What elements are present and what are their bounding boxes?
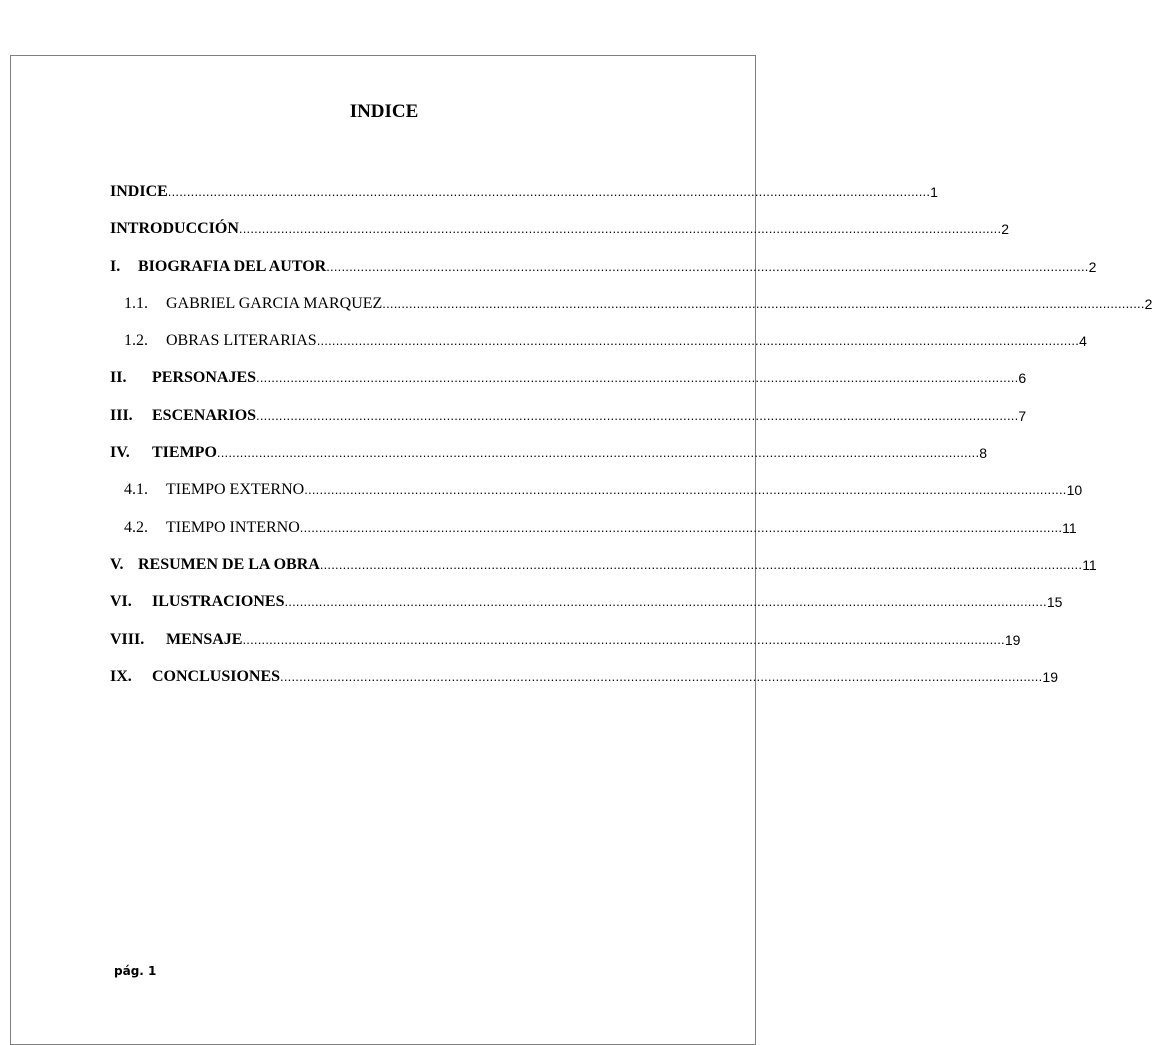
toc-entry-label: OBRAS LITERARIAS <box>166 332 317 350</box>
toc-entry-number: 4.1. <box>124 481 148 499</box>
toc-entry-label: GABRIEL GARCIA MARQUEZ <box>166 294 383 312</box>
toc-entry[interactable] <box>110 518 1077 555</box>
toc-entry-number: III. <box>110 406 133 424</box>
page-footer: pág. 1 <box>114 964 157 978</box>
toc-entry-label: MENSAJE <box>166 630 243 648</box>
toc-entry-label: ILUSTRACIONES <box>152 593 285 611</box>
toc-entry-page-number: 4 <box>1079 333 1087 350</box>
toc-entry[interactable] <box>110 667 1058 704</box>
toc-entry[interactable] <box>110 368 1027 405</box>
toc-dot-leader: ........................................................................................................................................................................................................ <box>284 594 1047 610</box>
toc-entry-label: TIEMPO INTERNO <box>166 518 300 536</box>
toc-dot-leader: ........................................................................................................................................................................................................ <box>256 370 1019 386</box>
toc-dot-leader: ........................................................................................................................................................................................................ <box>299 519 1063 535</box>
toc-entry-label: INTRODUCCIÓN <box>110 220 239 238</box>
toc-dot-leader: ........................................................................................................................................................................................................ <box>167 184 931 199</box>
toc-entry-page-number: 7 <box>1018 407 1027 424</box>
toc-dot-leader: ........................................................................................................................................................................................................ <box>242 631 1005 647</box>
toc-entry[interactable] <box>110 219 1010 256</box>
toc-entry-number: VIII. <box>110 630 145 648</box>
toc-entry[interactable] <box>110 182 938 219</box>
toc-entry-number: IV. <box>110 444 130 462</box>
toc-entry-number: II. <box>110 369 127 387</box>
toc-dot-leader: ........................................................................................................................................................................................................ <box>326 258 1089 274</box>
toc-entry-number: V. <box>110 555 124 573</box>
toc-entry[interactable] <box>110 443 988 480</box>
toc-entry-label: CONCLUSIONES <box>152 667 281 685</box>
toc-entry-label: INDICE <box>110 183 168 200</box>
toc-entry-page-number: 2 <box>1001 221 1010 238</box>
toc-entry[interactable] <box>110 555 1097 592</box>
toc-entry-number: VI. <box>110 593 132 611</box>
toc-entry-label: RESUMEN DE LA OBRA <box>138 555 320 573</box>
toc-entry-page-number: 11 <box>1082 556 1097 573</box>
toc-dot-leader: ........................................................................................................................................................................................................ <box>304 482 1067 498</box>
page-title: INDICE <box>349 101 419 122</box>
toc-entry-page-number: 2 <box>1144 295 1152 312</box>
toc-entry-number: 1.2. <box>124 332 148 350</box>
toc-entry-page-number: 1 <box>930 184 938 200</box>
toc-dot-leader: ........................................................................................................................................................................................................ <box>316 333 1080 349</box>
toc-dot-leader: ........................................................................................................................................................................................................ <box>256 407 1019 423</box>
toc-entry-page-number: 11 <box>1062 519 1077 536</box>
toc-entry[interactable] <box>110 257 1097 294</box>
toc-entry-page-number: 2 <box>1088 258 1097 275</box>
toc-entry[interactable] <box>110 592 1063 629</box>
toc-entry-page-number: 8 <box>979 445 988 462</box>
toc-entry-label: TIEMPO <box>152 444 217 462</box>
toc-entry-page-number: 6 <box>1018 370 1027 387</box>
toc-entry-label: ESCENARIOS <box>152 406 257 424</box>
toc-entry-label: PERSONAJES <box>152 369 257 387</box>
toc-entry-page-number: 15 <box>1046 594 1063 611</box>
toc-entry-label: BIOGRAFIA DEL AUTOR <box>138 257 327 275</box>
toc-entry-number: 1.1. <box>124 294 148 312</box>
toc-entry-number: I. <box>110 257 121 275</box>
toc-dot-leader: ........................................................................................................................................................................................................ <box>280 668 1043 684</box>
toc-entry[interactable] <box>110 630 1021 667</box>
toc-entry[interactable] <box>110 406 1027 443</box>
toc-entry-page-number: 19 <box>1004 631 1021 648</box>
toc-entry[interactable] <box>110 331 1087 368</box>
toc-dot-leader: ........................................................................................................................................................................................................ <box>238 221 1002 237</box>
toc-dot-leader: ........................................................................................................................................................................................................ <box>319 556 1083 572</box>
toc-entry-page-number: 19 <box>1042 668 1058 685</box>
toc-entry-number: IX. <box>110 667 132 685</box>
toc-entry-label: TIEMPO EXTERNO <box>166 481 305 499</box>
toc-dot-leader: ........................................................................................................................................................................................................ <box>382 295 1145 311</box>
table-of-contents <box>110 182 1152 704</box>
toc-dot-leader: ........................................................................................................................................................................................................ <box>216 445 980 461</box>
toc-entry-number: 4.2. <box>124 518 148 536</box>
toc-entry[interactable] <box>110 480 1083 517</box>
toc-entry[interactable] <box>110 294 1152 331</box>
toc-entry-page-number: 10 <box>1066 482 1083 499</box>
